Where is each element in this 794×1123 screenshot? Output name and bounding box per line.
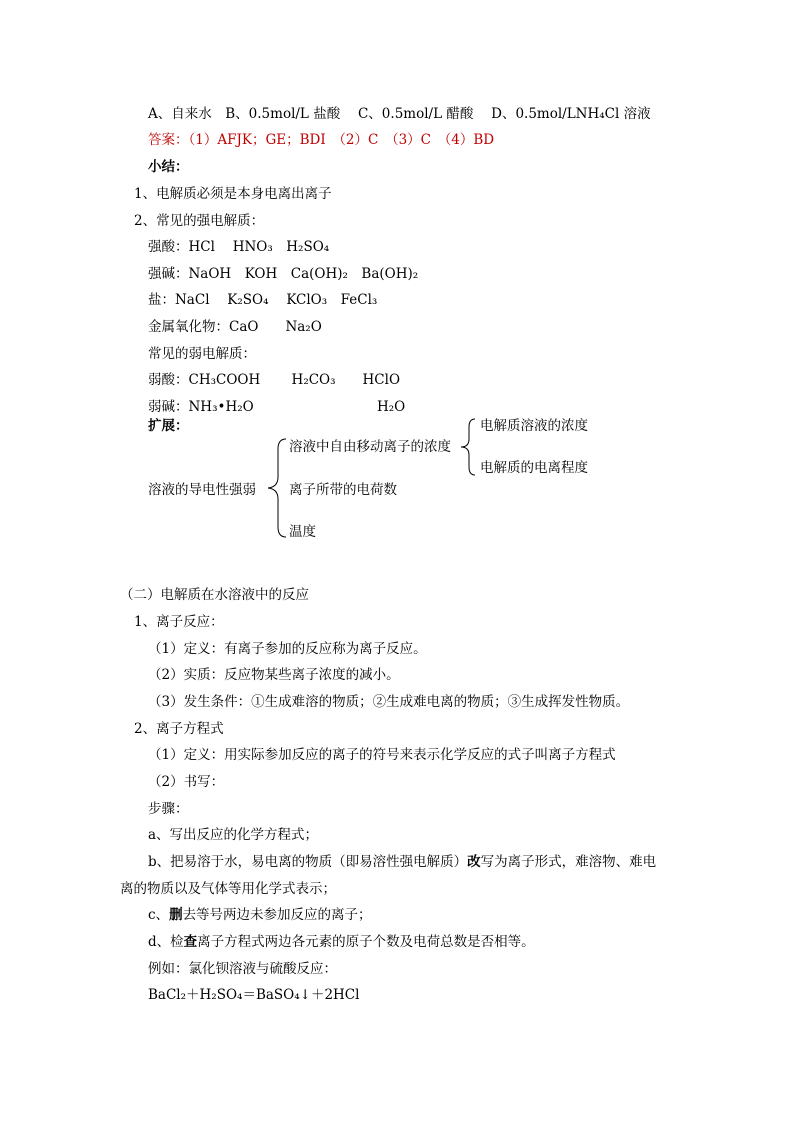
answer-line — [148, 131, 494, 149]
sub-brace — [457, 417, 479, 477]
step-b-text: b、把易溶于水，易电离的物质（即易溶性强电解质） — [148, 854, 468, 870]
summary-title: 小结： — [148, 159, 189, 175]
main-brace — [262, 437, 292, 541]
ion-reaction-definition: （1）定义：有离子参加的反应称为离子反应。 — [148, 641, 427, 657]
factor-temperature: 温度 — [289, 524, 316, 540]
factor-ion-charge: 离子所带的电荷数 — [289, 482, 397, 498]
example-label: 例如：氯化钡溶液与硫酸反应： — [148, 961, 337, 977]
strong-base-line: 强碱：NaOH KOH Ca(OH)₂ Ba(OH)₂ — [148, 266, 419, 282]
step-c-text: c、 — [148, 907, 170, 923]
step-b-text-2: 写为离子形式，难溶物、难电 — [480, 854, 657, 870]
ion-equation-heading: 2、离子方程式 — [134, 721, 224, 737]
summary-item-1: 1、电解质必须是本身电离出离子 — [134, 186, 332, 202]
answer-label: 答案： — [148, 132, 189, 148]
step-d-text: d、检 — [148, 934, 184, 950]
answer-text: （1）AFJK；GE；BDI （2）C （3）C （4）BD — [188, 132, 495, 148]
section-title: （二）电解质在水溶液中的反应 — [120, 587, 309, 603]
expand-title: 扩展： — [148, 418, 189, 434]
factor-ion-concentration: 溶液中自由移动离子的浓度 — [289, 439, 451, 455]
strong-acid-line: 强酸：HCl HNO₃ H₂SO₄ — [148, 239, 330, 255]
factor-ionization-degree: 电解质的电离程度 — [480, 460, 588, 476]
step-b — [148, 853, 656, 871]
ion-reaction-conditions: （3）发生条件：①生成难溶的物质；②生成难电离的物质；③生成挥发性物质。 — [148, 694, 630, 710]
metal-oxide-line: 金属氧化物：CaO Na₂O — [148, 319, 322, 335]
options-line: A、自来水 B、0.5mol/L 盐酸 C、0.5mol/L 醋酸 D、0.5mol/LNH₄Cl 溶液 — [148, 106, 651, 122]
factor-solution-concentration: 电解质溶液的浓度 — [480, 418, 588, 434]
weak-base-line: 弱碱：NH₃•H₂O — [148, 399, 254, 415]
ion-reaction-heading: 1、离子反应： — [134, 614, 224, 630]
conductivity-label: 溶液的导电性强弱 — [148, 482, 256, 498]
salt-line: 盐：NaCl K₂SO₄ KClO₃ FeCl₃ — [148, 292, 378, 308]
weak-electrolyte-title: 常见的弱电解质： — [148, 346, 256, 362]
steps-label: 步骤： — [148, 801, 189, 817]
ion-equation-definition: （1）定义：用实际参加反应的离子的符号来表示化学反应的式子叫离子方程式 — [148, 747, 616, 763]
step-c-emphasis: 删 — [169, 907, 183, 923]
example-equation: BaCl₂＋H₂SO₄＝BaSO₄↓＋2HCl — [148, 987, 360, 1003]
weak-acid-line: 弱酸：CH₃COOH H₂CO₃ HClO — [148, 372, 401, 388]
step-d — [148, 933, 535, 951]
step-d-emphasis: 查 — [183, 934, 198, 950]
step-d-text-2: 离子方程式两边各元素的原子个数及电荷总数是否相等。 — [197, 934, 535, 950]
step-a: a、写出反应的化学方程式； — [148, 827, 319, 843]
summary-item-2: 2、常见的强电解质： — [134, 213, 265, 229]
step-b-emphasis: 改 — [467, 854, 481, 870]
ion-equation-writing: （2）书写： — [148, 774, 225, 790]
water-label: H₂O — [377, 399, 406, 415]
step-c-text-2: 去等号两边未参加反应的离子； — [182, 907, 372, 923]
ion-reaction-essence: （2）实质：反应物某些离子浓度的减小。 — [148, 667, 400, 683]
step-b-continued: 离的物质以及气体等用化学式表示； — [120, 881, 336, 897]
step-c — [148, 906, 372, 924]
